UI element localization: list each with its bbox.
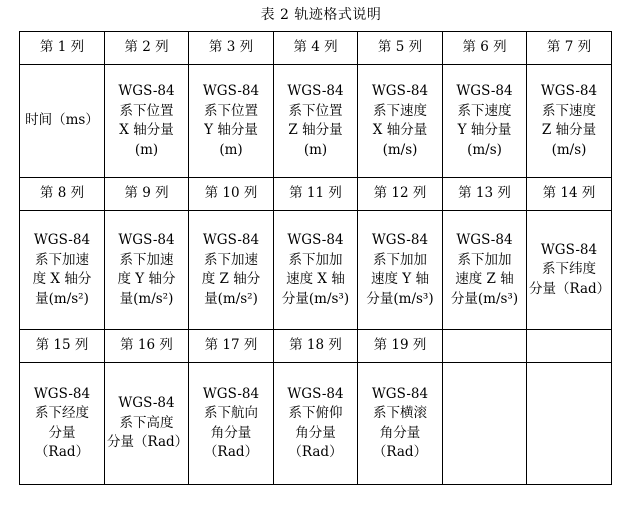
description-line: （Rad） bbox=[372, 444, 428, 460]
description-line: 系下加加 bbox=[372, 251, 427, 268]
description-line: 分量（Rad） bbox=[107, 434, 189, 451]
description-line: 量(m/s²) bbox=[204, 290, 258, 307]
description-line: 分量(m/s³) bbox=[366, 290, 434, 307]
header-row bbox=[20, 178, 612, 211]
description-line: 系下加加 bbox=[457, 251, 512, 268]
column-header-cell: 第 5 列 bbox=[358, 32, 443, 65]
description-text bbox=[33, 231, 92, 309]
column-header-cell: 第 3 列 bbox=[189, 32, 274, 65]
description-line: (m) bbox=[134, 141, 159, 158]
empty-cell bbox=[443, 363, 527, 485]
description-line: 分量(m/s³) bbox=[281, 290, 350, 307]
description-line: 系下位置 bbox=[119, 102, 174, 119]
description-cell bbox=[105, 363, 189, 485]
table-caption: 表 2 轨迹格式说明 bbox=[260, 7, 382, 23]
column-header-cell: 第 2 列 bbox=[105, 32, 189, 65]
description-line: 系下高度 bbox=[119, 414, 174, 431]
description-line: 系下速度 bbox=[457, 102, 512, 119]
column-header-cell: 第 8 列 bbox=[20, 178, 105, 211]
column-header-cell: 第 11 列 bbox=[274, 178, 358, 211]
description-line: 系下位置 bbox=[204, 102, 258, 119]
column-header-cell bbox=[443, 330, 527, 363]
description-text bbox=[451, 231, 518, 309]
header-row bbox=[20, 32, 612, 65]
description-line: Z 轴分量 bbox=[541, 122, 597, 138]
description-line: 速度 Z 轴 bbox=[455, 271, 514, 287]
description-text bbox=[287, 385, 343, 463]
description-line: (m) bbox=[303, 141, 328, 158]
description-cell bbox=[105, 65, 189, 178]
description-line: WGS-84 bbox=[118, 83, 175, 99]
description-row bbox=[20, 211, 612, 330]
description-line: （Rad） bbox=[34, 444, 90, 460]
column-header-cell: 第 18 列 bbox=[274, 330, 358, 363]
description-line: 角分量 bbox=[295, 424, 336, 441]
description-line: 系下加加 bbox=[288, 251, 343, 268]
description-row bbox=[20, 65, 612, 178]
description-line: WGS-84 bbox=[540, 83, 598, 99]
header-row bbox=[20, 330, 612, 363]
description-cell bbox=[358, 363, 443, 485]
empty-cell bbox=[527, 363, 612, 485]
description-line: 分量(m/s³) bbox=[450, 290, 519, 307]
description-line: 系下纬度 bbox=[542, 261, 596, 278]
column-header-cell: 第 12 列 bbox=[358, 178, 443, 211]
description-line: (m/s) bbox=[467, 141, 502, 158]
description-line: 速度 X 轴 bbox=[286, 271, 345, 287]
description-line: WGS-84 bbox=[202, 232, 260, 248]
description-line: X 轴分量 bbox=[119, 122, 174, 138]
description-cell bbox=[20, 211, 105, 330]
description-line: 系下俯仰 bbox=[288, 405, 343, 421]
column-header-cell: 第 10 列 bbox=[189, 178, 274, 211]
description-line: 系下速度 bbox=[542, 102, 596, 119]
description-line: WGS-84 bbox=[287, 385, 344, 402]
description-text bbox=[202, 231, 260, 309]
description-line: WGS-84 bbox=[540, 241, 598, 258]
description-line: WGS-84 bbox=[456, 83, 513, 99]
description-cell bbox=[358, 211, 443, 330]
column-header-cell: 第 9 列 bbox=[105, 178, 189, 211]
description-text bbox=[287, 82, 343, 160]
description-cell bbox=[274, 211, 358, 330]
description-line: WGS-84 bbox=[456, 232, 513, 248]
description-line: Y 轴分量 bbox=[457, 122, 512, 138]
description-text bbox=[118, 82, 174, 160]
column-header-cell bbox=[527, 330, 612, 363]
column-header-cell: 第 4 列 bbox=[274, 32, 358, 65]
description-text bbox=[118, 231, 176, 309]
description-cell bbox=[105, 211, 189, 330]
description-line: Y 轴分量 bbox=[204, 122, 258, 138]
column-header-cell: 第 1 列 bbox=[20, 32, 105, 65]
description-text bbox=[282, 231, 349, 309]
description-text bbox=[203, 385, 259, 463]
description-line: 量(m/s²) bbox=[119, 290, 174, 307]
description-text bbox=[529, 241, 609, 300]
description-line: (m/s) bbox=[382, 141, 418, 158]
description-cell bbox=[189, 363, 274, 485]
column-header-cell: 第 13 列 bbox=[443, 178, 527, 211]
trajectory-format-table bbox=[19, 31, 612, 485]
description-line: 系下位置 bbox=[288, 102, 343, 119]
column-header-cell: 第 17 列 bbox=[189, 330, 274, 363]
description-text bbox=[107, 394, 189, 453]
description-line: 系下航向 bbox=[204, 405, 258, 421]
column-header-cell: 第 15 列 bbox=[20, 330, 105, 363]
description-text bbox=[456, 82, 512, 160]
description-cell bbox=[20, 65, 105, 178]
description-cell bbox=[527, 65, 612, 178]
description-line: 系下速度 bbox=[373, 102, 427, 119]
description-cell bbox=[274, 363, 358, 485]
description-text bbox=[372, 82, 428, 160]
column-header-cell: 第 16 列 bbox=[105, 330, 189, 363]
description-line: WGS-84 bbox=[118, 395, 175, 412]
description-line: 度 Y 轴分 bbox=[117, 271, 176, 287]
description-text bbox=[203, 82, 259, 160]
description-line: WGS-84 bbox=[33, 232, 91, 248]
description-line: 分量 bbox=[48, 424, 76, 441]
description-line: WGS-84 bbox=[371, 232, 429, 248]
description-row bbox=[20, 363, 612, 485]
description-line: Z 轴分量 bbox=[288, 122, 343, 138]
description-cell bbox=[358, 65, 443, 178]
description-line: X 轴分量 bbox=[372, 122, 428, 138]
description-line: （Rad） bbox=[288, 444, 343, 460]
description-line: （Rad） bbox=[203, 444, 259, 460]
description-line: (m) bbox=[219, 141, 243, 158]
description-text bbox=[34, 385, 90, 463]
description-line: 系下加速 bbox=[34, 251, 89, 268]
description-text bbox=[366, 231, 433, 309]
description-cell bbox=[527, 211, 612, 330]
description-line: (m/s) bbox=[551, 141, 587, 158]
description-cell bbox=[443, 211, 527, 330]
description-line: WGS-84 bbox=[287, 232, 344, 248]
column-header-cell: 第 14 列 bbox=[527, 178, 612, 211]
description-line: WGS-84 bbox=[33, 385, 91, 402]
description-cell bbox=[443, 65, 527, 178]
description-text bbox=[25, 111, 99, 131]
description-line: 度 X 轴分 bbox=[32, 271, 92, 287]
description-line: 角分量 bbox=[379, 424, 421, 441]
description-line: WGS-84 bbox=[371, 83, 429, 99]
description-text bbox=[541, 82, 597, 160]
description-cell bbox=[274, 65, 358, 178]
description-line: 系下加速 bbox=[119, 251, 174, 268]
description-cell bbox=[189, 211, 274, 330]
description-line: WGS-84 bbox=[118, 232, 175, 248]
description-cell bbox=[20, 363, 105, 485]
column-header-cell: 第 6 列 bbox=[443, 32, 527, 65]
description-line: WGS-84 bbox=[287, 83, 344, 99]
description-cell bbox=[189, 65, 274, 178]
description-line: WGS-84 bbox=[202, 83, 260, 99]
description-line: WGS-84 bbox=[371, 385, 429, 402]
description-line: 系下加速 bbox=[204, 251, 258, 268]
description-line: 系下经度 bbox=[35, 405, 89, 421]
description-line: 量(m/s²) bbox=[35, 290, 89, 307]
description-line: 系下横滚 bbox=[373, 405, 427, 421]
description-line: 分量（Rad） bbox=[529, 280, 611, 297]
description-line: 角分量 bbox=[210, 424, 252, 441]
column-header-cell: 第 7 列 bbox=[527, 32, 612, 65]
description-line: 度 Z 轴分 bbox=[201, 271, 261, 287]
description-line: 速度 Y 轴 bbox=[370, 271, 429, 287]
description-text bbox=[372, 385, 428, 463]
description-line: 时间（ms） bbox=[25, 112, 99, 129]
column-header-cell: 第 19 列 bbox=[358, 330, 443, 363]
description-line: WGS-84 bbox=[202, 385, 260, 402]
